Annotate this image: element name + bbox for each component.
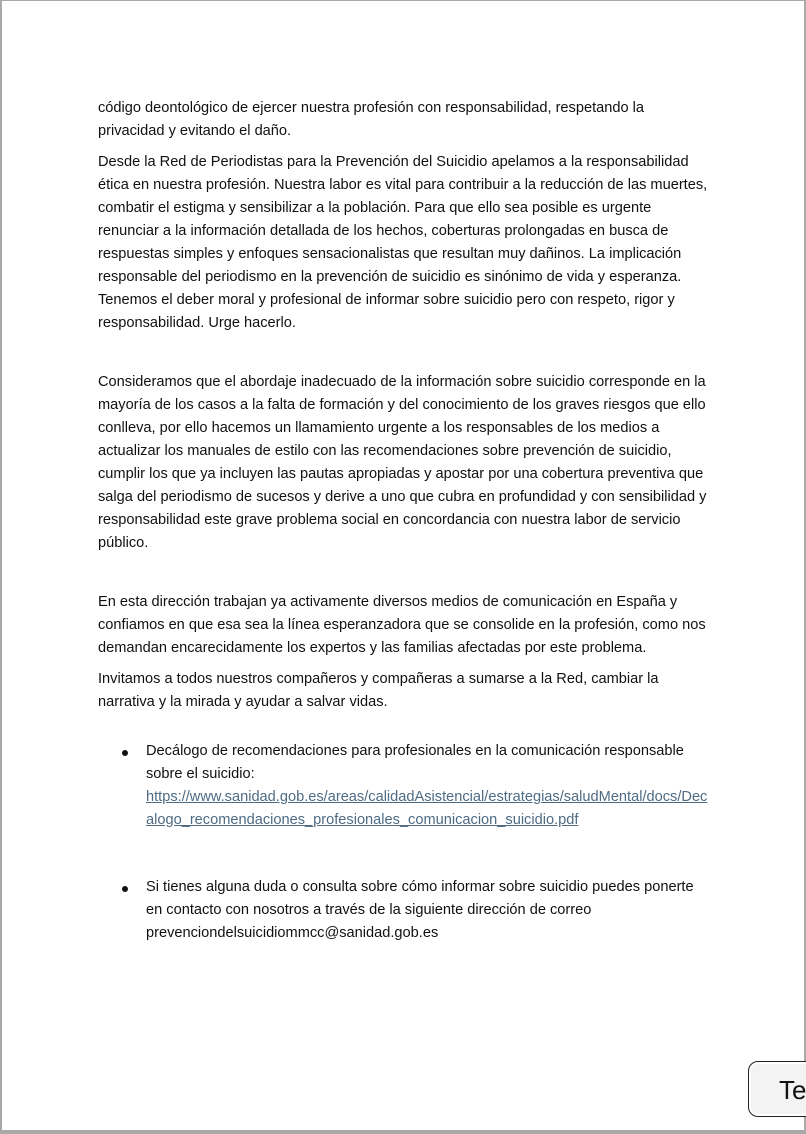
paragraph-network-appeal: Desde la Red de Periodistas para la Prevención del Suicidio apelamos a la responsabilidad ética en nuestra profesión. Nuestra labor es vital para contribuir a la reducción de las muertes, combatir el estigma y sensibilizar a la población. Para que ello sea posible es urgente renunciar a la información detallada de los hechos, coberturas prolongadas en busca de respuestas simples y enfoques sensacionalistas que resultan muy dañinos. La implicación responsable del periodismo en la prevención de suicidio es sinónimo de vida y esperanza. Tenemos el deber moral y profesional de informar sobre suicidio pero con respeto, rigor y responsabilidad. Urge hacerlo. [98, 154, 708, 331]
document-page [2, 1, 804, 1130]
paragraph-deontological-code: código deontológico de ejercer nuestra profesión con responsabilidad, respetando la privacidad y evitando el daño. [98, 100, 645, 139]
bullet-icon [122, 886, 128, 892]
document-body [98, 97, 710, 945]
list-item [98, 740, 710, 832]
floating-button[interactable]: Te [748, 1061, 806, 1117]
decalogo-link[interactable]: https://www.sanidad.gob.es/areas/calidadAsistencial/estrategias/saludMental/docs/Decalogo_recomendaciones_profesionales_comunicacion_suicidio.pdf [146, 789, 708, 828]
paragraph-inadequate-approach: Consideramos que el abordaje inadecuado de la información sobre suicidio corresponde en la mayoría de los casos a la falta de formación y del conocimiento de los graves riesgos que ello conlleva, por ello hacemos un llamamiento urgente a los responsables de los medios a actualizar los manuales de estilo con las recomendaciones sobre prevención de suicidio, cumplir los que ya incluyen las pautas apropiadas y apostar por una cobertura preventiva que salga del periodismo de sucesos y derive a uno que cubra en profundidad y con sensibilidad y responsabilidad este grave problema social en concordancia con nuestra labor de servicio público. [98, 374, 707, 551]
list-item [98, 876, 710, 945]
paragraph-invitation: Invitamos a todos nuestros compañeros y compañeras a sumarse a la Red, cambiar la narrativa y la mirada y ayudar a salvar vidas. [98, 671, 659, 710]
bullet-icon [122, 750, 128, 756]
list-item-text: Si tienes alguna duda o consulta sobre cómo informar sobre suicidio puedes ponerte en contacto con nosotros a través de la siguiente dirección de correo prevenciondelsuicidiommcc@sanidad.gob.es [146, 879, 694, 941]
resource-list [98, 740, 710, 945]
list-item-text: Decálogo de recomendaciones para profesionales en la comunicación responsable sobre el suicidio: [146, 743, 684, 782]
paragraph-media-spain: En esta dirección trabajan ya activamente diversos medios de comunicación en España y confiamos en que esa sea la línea esperanzadora que se consolide en la profesión, como nos demandan encarecidamente los expertos y las familias afectadas por este problema. [98, 594, 706, 656]
